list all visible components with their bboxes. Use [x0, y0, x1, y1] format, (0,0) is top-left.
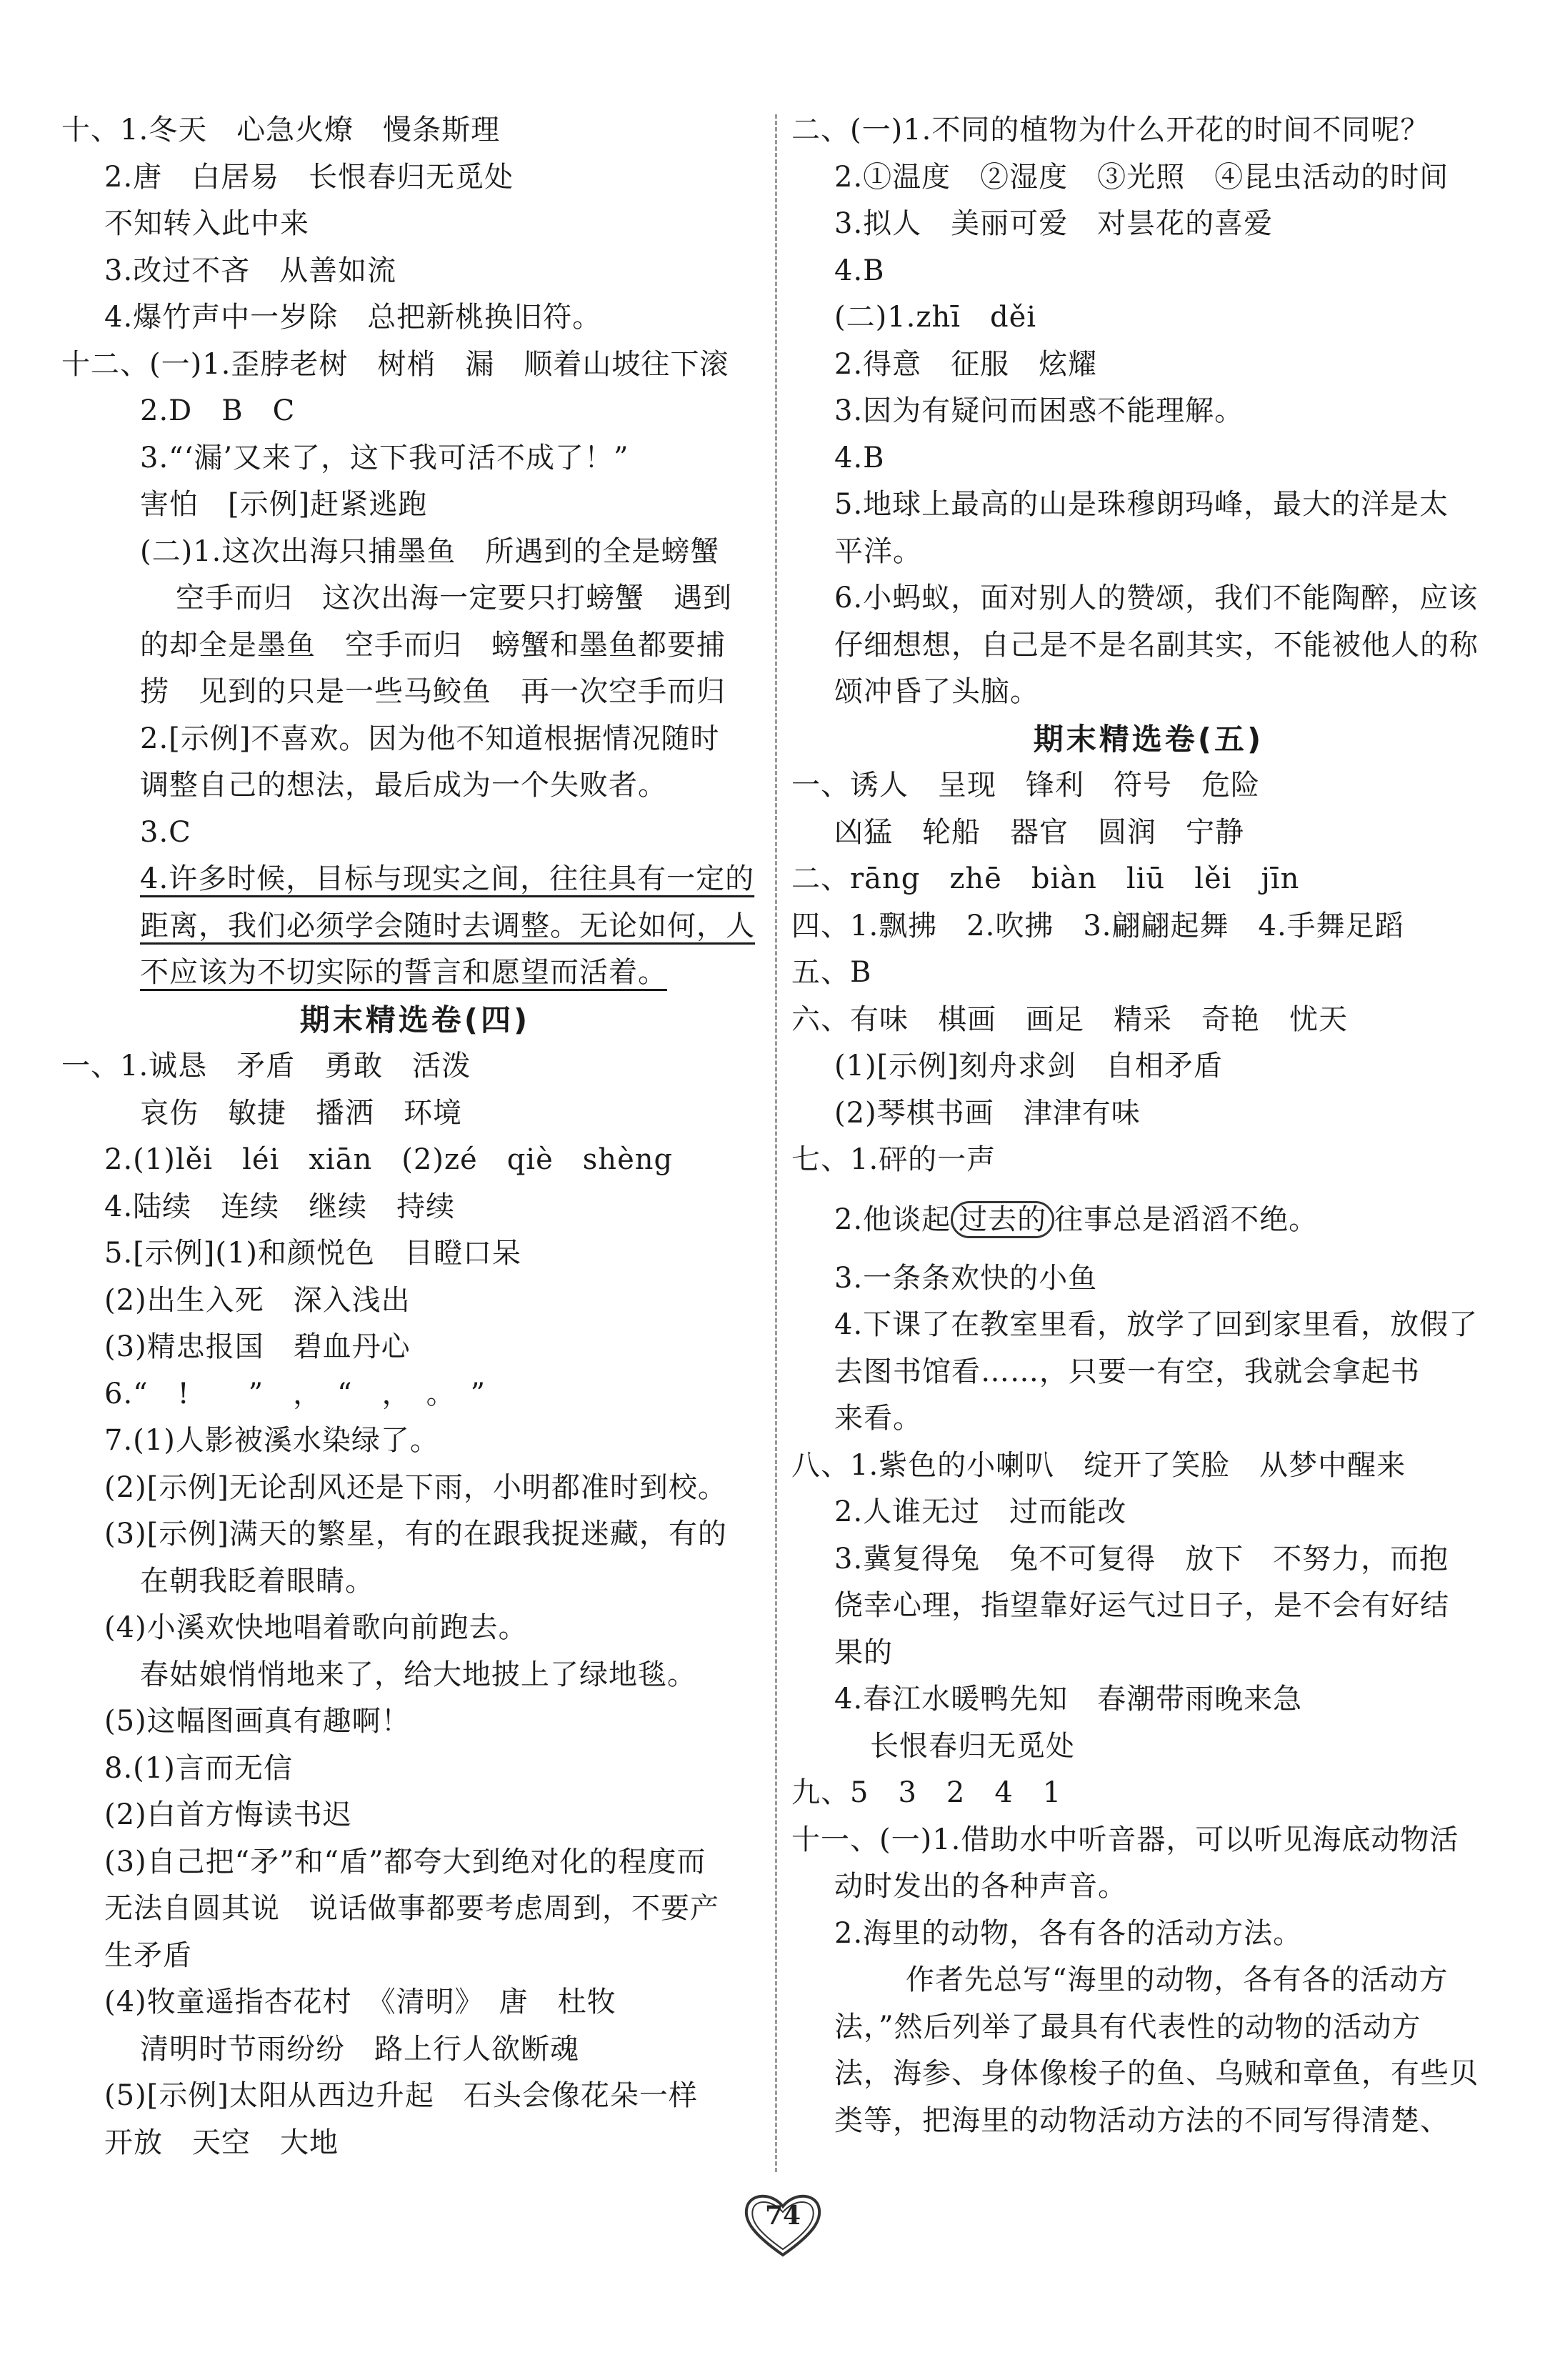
- answer-line: 颂冲昏了头脑。: [834, 675, 1039, 708]
- answer-line: 2.得意 征服 炫耀: [834, 347, 1098, 381]
- answer-line: (4)小溪欢快地唱着歌向前跑去。: [104, 1611, 528, 1644]
- answer-line: 平洋。: [834, 534, 922, 568]
- answer-line: 四、1.飘拂 2.吹拂 3.翩翩起舞 4.手舞足蹈: [791, 909, 1404, 942]
- answer-line: 3.“‘漏’又来了，这下我可活不成了！”: [140, 441, 629, 474]
- answer-line: 八、1.紫色的小喇叭 绽开了笑脸 从梦中醒来: [791, 1448, 1406, 1482]
- answer-line: 长恨春归无觅处: [870, 1729, 1075, 1763]
- answer-line: 捞 见到的只是一些马鲛鱼 再一次空手而归: [140, 675, 726, 708]
- answer-line: 2.海里的动物，各有各的活动方法。: [834, 1916, 1303, 1950]
- answer-line: 一、诱人 呈现 锋利 符号 危险: [791, 769, 1260, 802]
- answer-line: 清明时节雨纷纷 路上行人欲断魂: [140, 2032, 579, 2066]
- answer-line: 2.D B C: [140, 394, 296, 427]
- answer-line: (2)出生入死 深入浅出: [104, 1283, 411, 1317]
- answer-line: 4.春江水暖鸭先知 春潮带雨晚来急: [834, 1683, 1303, 1716]
- answer-line: 2.唐 白居易 长恨春归无觅处: [104, 160, 514, 194]
- answer-line: 凶猛 轮船 器官 圆润 宁静: [834, 815, 1244, 849]
- answer-line: 仔细想想，自己是不是名副其实，不能被他人的称: [834, 628, 1479, 662]
- answer-line: 来看。: [834, 1402, 922, 1435]
- answer-line: 4.陆续 连续 继续 持续: [104, 1190, 456, 1223]
- answer-line: (1)[示例]刻舟求剑 自相矛盾: [834, 1050, 1223, 1082]
- answer-line: 生矛盾: [104, 1938, 192, 1972]
- answer-line: [791, 1184, 1506, 1255]
- answer-line: 一、1.诚恳 矛盾 勇敢 活泼: [61, 1050, 471, 1082]
- answer-line: 的却全是墨鱼 空手而归 螃蟹和墨鱼都要捕: [140, 628, 726, 662]
- answer-line: (5)[示例]太阳从西边升起 石头会像花朵一样: [104, 2079, 698, 2112]
- answer-line: 在朝我眨着眼睛。: [140, 1564, 374, 1598]
- answer-line: 动时发出的各种声音。: [834, 1870, 1127, 1903]
- answer-line: (5)这幅图画真有趣啊！: [104, 1705, 411, 1738]
- answer-line: 4.B: [834, 441, 885, 474]
- answer-line: 距离，我们必须学会随时去调整。无论如何，人: [140, 909, 755, 942]
- page-number: 74: [764, 2201, 801, 2231]
- answer-text: 2.他谈起: [834, 1203, 951, 1236]
- answer-line: 法，海参、身体像梭子的鱼、乌贼和章鱼，有些贝: [834, 2057, 1479, 2090]
- answer-line: 3.冀复得兔 兔不可复得 放下 不努力，而抱: [834, 1542, 1449, 1575]
- answer-text: 往事总是滔滔不绝。: [1054, 1203, 1319, 1236]
- answer-line: 二、(一)1.不同的植物为什么开花的时间不同呢？: [791, 114, 1430, 146]
- answer-line: (3)[示例]满天的繁星，有的在跟我捉迷藏，有的: [104, 1518, 727, 1550]
- answer-line: 类等，把海里的动物活动方法的不同写得清楚、: [834, 2103, 1449, 2137]
- answer-line: 3.改过不吝 从善如流: [104, 254, 397, 287]
- column-divider: [775, 114, 777, 2172]
- answer-line: (2)[示例]无论刮风还是下雨，小明都准时到校。: [104, 1470, 727, 1504]
- section-heading: 期末精选卷(五): [1033, 721, 1264, 757]
- answer-line: 4.爆竹声中一岁除 总把新桃换旧符。: [104, 301, 602, 334]
- answer-line: 5.[示例](1)和颜悦色 目瞪口呆: [104, 1237, 522, 1270]
- answer-line: 作者先总写“海里的动物，各有各的活动方: [906, 1963, 1449, 1996]
- answer-line: 法，”然后列举了最具有代表性的动物的活动方: [834, 2010, 1421, 2043]
- circled-word: 过去的: [951, 1201, 1054, 1238]
- answer-line: 4.B: [834, 254, 885, 287]
- answer-line: 九、5 3 2 4 1: [791, 1776, 1062, 1809]
- answer-line: 2.[示例]不喜欢。因为他不知道根据情况随时: [140, 722, 720, 755]
- answer-line: 不应该为不切实际的誓言和愿望而活着。: [140, 956, 667, 989]
- answer-line: 4.许多时候，目标与现实之间，往往具有一定的: [140, 862, 755, 895]
- answer-line: 3.C: [140, 815, 191, 849]
- answer-line: 6.小蚂蚁，面对别人的赞颂，我们不能陶醉，应该: [834, 582, 1479, 614]
- answer-line: 3.因为有疑问而困惑不能理解。: [834, 394, 1244, 427]
- answer-line: 果的: [834, 1635, 893, 1669]
- answer-line: 去图书馆看……，只要一有空，我就会拿起书: [834, 1355, 1420, 1388]
- answer-line: (3)自己把“矛”和“盾”都夸大到绝对化的程度而: [104, 1845, 706, 1878]
- answer-line: 6.“ ! ” ， “ ， 。 ”: [104, 1377, 486, 1410]
- answer-line: 无法自圆其说 说话做事都要考虑周到，不要产: [104, 1892, 719, 1925]
- page-number-badge: [740, 2189, 826, 2261]
- answer-line: 8.(1)言而无信: [104, 1751, 293, 1785]
- section-heading: 期末精选卷(四): [299, 1002, 531, 1037]
- answer-line: 十二、(一)1.歪脖老树 树梢 漏 顺着山坡往下滚: [61, 347, 729, 381]
- answer-line: 4.下课了在教室里看，放学了回到家里看，放假了: [834, 1308, 1479, 1341]
- answer-line: 五、B: [791, 956, 872, 989]
- answer-line: 十一、(一)1.借助水中听音器，可以听见海底动物活: [791, 1823, 1459, 1856]
- answer-line: 调整自己的想法，最后成为一个失败者。: [140, 769, 667, 802]
- answer-line: 二、rāng zhē biàn liū lěi jīn: [791, 862, 1300, 895]
- answer-line: 2.①温度 ②湿度 ③光照 ④昆虫活动的时间: [834, 160, 1449, 194]
- answer-line: (4)牧童遥指杏花村 《清明》 唐 杜牧: [104, 1986, 616, 2018]
- answer-line: 3.拟人 美丽可爱 对昙花的喜爱: [834, 207, 1274, 240]
- answer-line: 不知转入此中来: [104, 207, 309, 240]
- answer-line: 六、有味 棋画 画足 精采 奇艳 忧天: [791, 1002, 1348, 1036]
- answer-line: 春姑娘悄悄地来了，给大地披上了绿地毯。: [140, 1658, 696, 1691]
- answer-line: 2.(1)lěi léi xiān (2)zé qiè shèng: [104, 1143, 674, 1176]
- answer-line: (2)琴棋书画 津津有味: [834, 1096, 1141, 1130]
- answer-line: (二)1.这次出海只捕墨鱼 所遇到的全是螃蟹: [140, 534, 720, 568]
- right-column: [791, 107, 1506, 2144]
- left-column: [61, 107, 769, 2166]
- answer-line: 害怕 [示例]赶紧逃跑: [140, 488, 428, 521]
- answer-line: 7.(1)人影被溪水染绿了。: [104, 1424, 439, 1457]
- answer-line: 七、1.砰的一声: [791, 1143, 996, 1176]
- answer-line: 哀伤 敏捷 播洒 环境: [140, 1096, 462, 1130]
- answer-line: 空手而归 这次出海一定要只打螃蟹 遇到: [176, 582, 732, 614]
- answer-line: 十、1.冬天 心急火燎 慢条斯理: [61, 114, 501, 146]
- answer-line: 2.人谁无过 过而能改: [834, 1495, 1127, 1528]
- answer-line: (3)精忠报国 碧血丹心: [104, 1330, 411, 1363]
- answer-line: 开放 天空 大地: [104, 2126, 339, 2159]
- answer-line: (2)白首方悔读书迟: [104, 1798, 352, 1831]
- answer-line: (二)1.zhī děi: [834, 301, 1037, 334]
- answer-line: 侥幸心理，指望靠好运气过日子，是不会有好结: [834, 1589, 1449, 1622]
- answer-line: 5.地球上最高的山是珠穆朗玛峰，最大的洋是太: [834, 488, 1449, 521]
- answer-line: 3.一条条欢快的小鱼: [834, 1261, 1098, 1295]
